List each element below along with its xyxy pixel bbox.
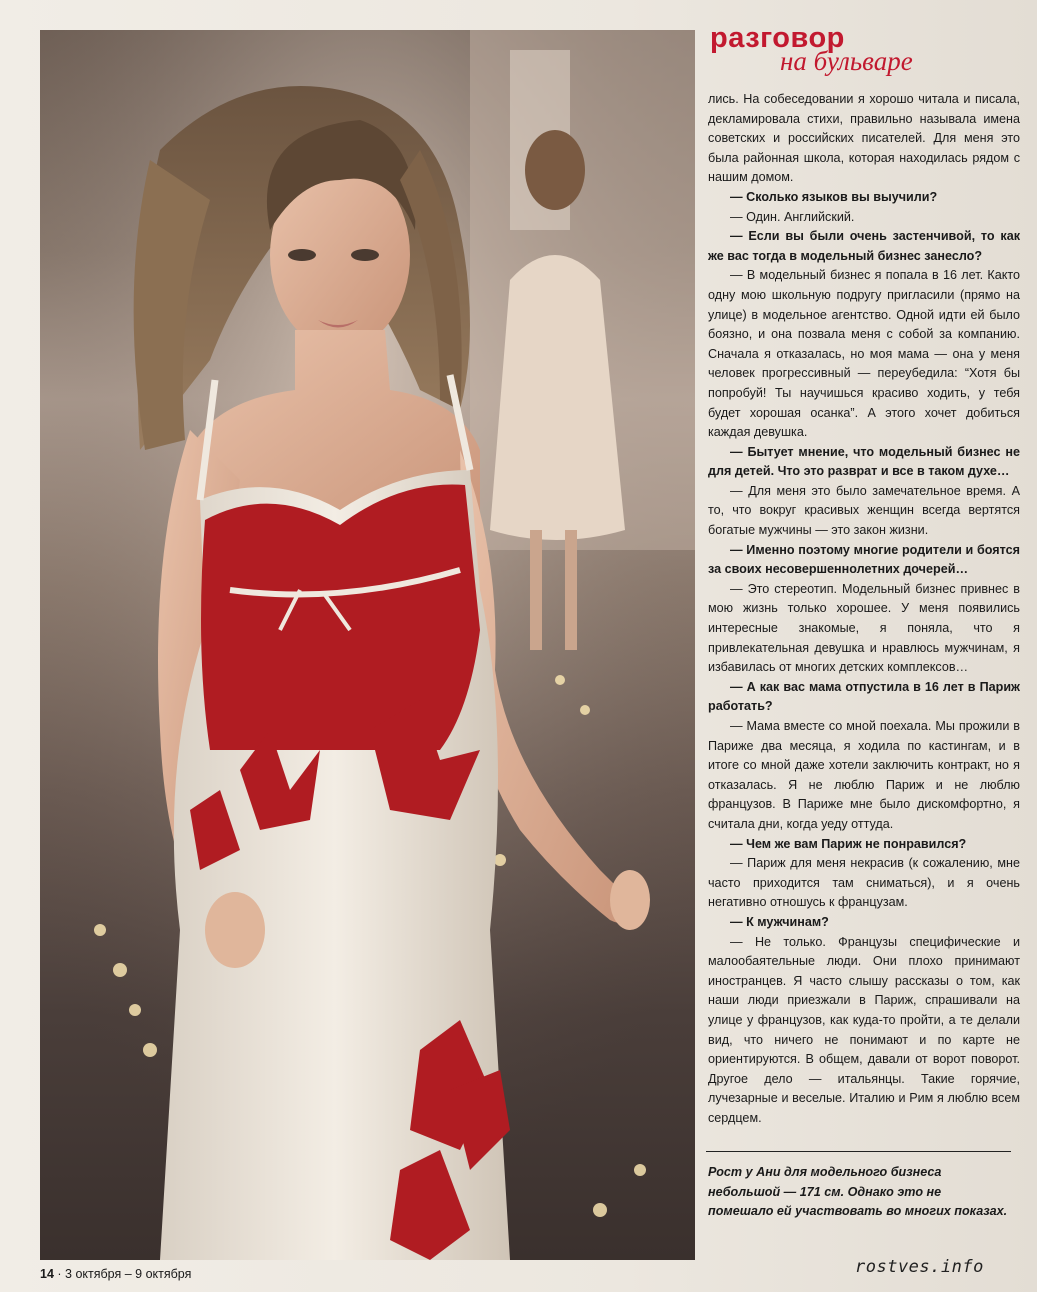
interview-answer: — Один. Английский. [730, 209, 855, 224]
interview-question: — К мужчинам? [730, 914, 829, 929]
interview-answer: — Не только. Французы специфические и малообаятельные люди. Они плохо принимают иностранцев. Я часто слышу рассказы о том, как наши люди приезжали в Париж, спрашивали на улице у французов, как куда-то пройти, а те делали вид, что ничего не понимают и по карте не ориентируются. В общем, давали от ворот поворот. Другое дело — итальянцы. Такие горячие, лучезарные и веселые. Италию и Рим я люблю всем сердцем. [708, 934, 1020, 1125]
model-photo-illustration [40, 30, 695, 1260]
interview-question: — Сколько языков вы выучили? [730, 189, 938, 204]
page-footer [40, 1267, 191, 1281]
interview-answer: — В модельный бизнес я попала в 16 лет. Както одну мою школьную подругу пригласили (прямо на улице) в модельное агентство. Одной идти ей было боязно, и она позвала меня с собой за компанию. Сначала я отказалась, но моя мама — она у меня человек прогрессивный — переубедила: “Хотя бы попробуй! Ты научишься красиво ходить, у тебя будет хорошая осанка”. А этого хочет добиться каждая девушка. [708, 268, 1020, 440]
interview-answer: лись. На собеседовании я хорошо читала и писала, декламировала стихи, правильно называла имена советских и российских писателей. Для меня это была районная школа, которая находилась рядом с нашим домом. [708, 92, 1020, 185]
model-photo [40, 30, 695, 1260]
interview-question: — Бытует мнение, что модельный бизнес не для детей. Что это разврат и все в таком духе… [708, 444, 1020, 479]
page-number: 14 [40, 1267, 54, 1281]
photo-caption: Рост у Ани для модельного бизнеса небольшой — 171 см. Однако это не помешало ей участвовать во многих показах. [708, 1165, 1008, 1218]
interview-answer: — Это стереотип. Модельный бизнес привнес в мою жизнь только хорошее. У меня появились интересные знакомые, я поняла, что я привлекательная девушка и нравлюсь мужчинам, я избавилась от многих детских комплексов… [708, 581, 1020, 675]
rubric-heading [708, 22, 1008, 82]
issue-dates: · 3 октября – 9 октября [57, 1267, 192, 1281]
interview-question: — Именно поэтому многие родители и боятся за своих несовершеннолетних дочерей… [708, 542, 1020, 577]
rubric-title: разговор [710, 22, 845, 54]
interview-answer: — Мама вместе со мной поехала. Мы прожили в Париже два месяца, я ходила по кастингам, и в итоге со мной даже хотели заключить контракт, но я отказалась. Я не люблю Париж и не люблю французов. В Париже мне было дискомфортно, я считала дни, когда уеду оттуда. [708, 719, 1020, 831]
rubric-subtitle: на бульваре [780, 46, 913, 76]
interview-text [708, 90, 1020, 1128]
watermark: rostves.info [855, 1257, 984, 1277]
interview-answer: — Для меня это было замечательное время. А то, что вокруг красивых женщин всегда вертятся богатые мужчины — это закон жизни. [708, 483, 1020, 538]
interview-question: — А как вас мама отпустила в 16 лет в Париж работать? [708, 679, 1020, 714]
interview-answer: — Париж для меня некрасив (к сожалению, мне часто приходится там сниматься), и я очень негативно отношусь к французам. [708, 856, 1020, 910]
interview-question: — Если вы были очень застенчивой, то как же вас тогда в модельный бизнес занесло? [708, 229, 1020, 263]
caption-divider [706, 1151, 1011, 1152]
interview-question: — Чем же вам Париж не понравился? [730, 836, 967, 851]
